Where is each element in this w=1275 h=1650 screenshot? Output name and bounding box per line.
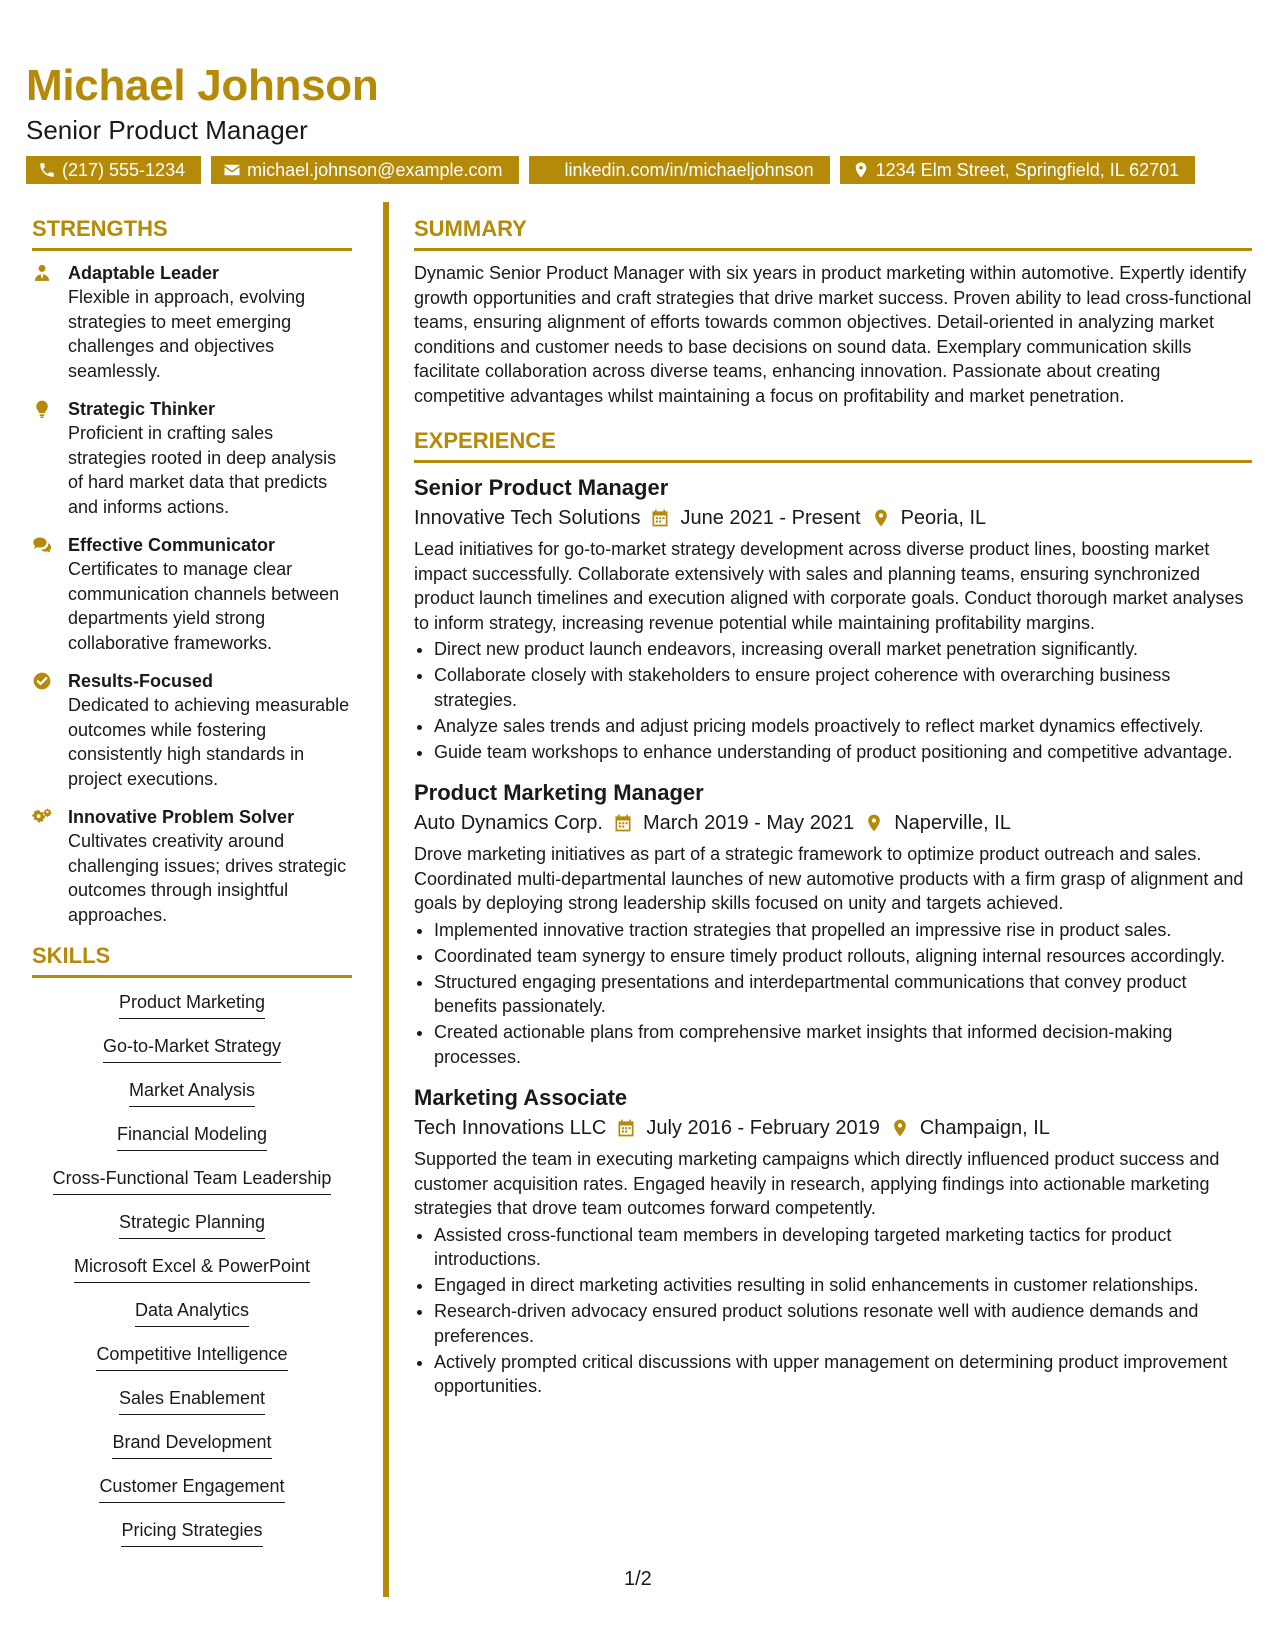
list-item: • Implemented innovative traction strategies that propelled an impressive rise in product sales. bbox=[434, 918, 1252, 943]
contact-address[interactable] bbox=[840, 156, 1196, 184]
summary-text: Dynamic Senior Product Manager with six years in product marketing within automotive. Expertly identify growth opportunities and craft strategies that drive market success. Proven ability to lead cross-functional teams, ensuring alignment of efforts towards common objectives. Detail-oriented in analyzing market conditions and customer needs to base decisions on sound data. Exemplary communication skills facilitate collaboration across diverse teams, enhancing innovation. Passionate about creating competitive advantages whilst maintaining a focus on profitability and market penetration. bbox=[414, 263, 1252, 406]
job-company: Tech Innovations LLC bbox=[414, 1117, 607, 1139]
skill-tag: Pricing Strategies bbox=[121, 1518, 262, 1547]
phone-text: (217) 555-1234 bbox=[62, 160, 186, 180]
job-bullets bbox=[414, 918, 1252, 1070]
email-text: michael.johnson@example.com bbox=[247, 160, 503, 180]
phone-icon bbox=[38, 161, 56, 179]
strengths-heading: STRENGTHS bbox=[32, 214, 352, 251]
skill-tag: Brand Development bbox=[112, 1430, 271, 1459]
job-dates: March 2019 - May 2021 bbox=[642, 812, 855, 834]
map-marker-icon bbox=[864, 813, 884, 833]
strength-desc: Flexible in approach, evolving strategies to meet emerging challenges and objectives seamlessly. bbox=[68, 287, 306, 381]
contact-linkedin[interactable] bbox=[529, 156, 830, 184]
job-title: Marketing Associate bbox=[414, 1085, 628, 1110]
envelope-icon bbox=[223, 161, 241, 179]
strength-title: Adaptable Leader bbox=[68, 263, 220, 283]
strength-item bbox=[32, 533, 352, 655]
strength-desc: Dedicated to achieving measurable outcomes while fostering consistently high standards in project executions. bbox=[68, 695, 350, 789]
candidate-role: Senior Product Manager bbox=[26, 115, 308, 145]
calendar-icon bbox=[650, 508, 670, 528]
job-company: Innovative Tech Solutions bbox=[414, 507, 641, 529]
job-bullets bbox=[414, 637, 1252, 764]
strength-desc: Cultivates creativity around challenging issues; drives strategic outcomes through insightful approaches. bbox=[68, 831, 347, 925]
contact-email[interactable] bbox=[211, 156, 518, 184]
strength-title: Innovative Problem Solver bbox=[68, 807, 295, 827]
experience-heading: EXPERIENCE bbox=[414, 426, 1252, 463]
strength-desc: Proficient in crafting sales strategies rooted in deep analysis of hard market data that predicts and informs actions. bbox=[68, 423, 337, 517]
skill-tag: Market Analysis bbox=[129, 1078, 255, 1107]
list-item: • Guide team workshops to enhance understanding of product positioning and competitive advantage. bbox=[434, 740, 1252, 765]
strength-item bbox=[32, 261, 352, 383]
skill-tag: Go-to-Market Strategy bbox=[103, 1034, 281, 1063]
strength-item bbox=[32, 397, 352, 519]
job-entry bbox=[414, 1083, 1252, 1399]
user-tie-icon bbox=[32, 263, 52, 283]
contact-bar bbox=[26, 156, 1246, 184]
job-title: Product Marketing Manager bbox=[414, 780, 704, 805]
list-item: • Analyze sales trends and adjust pricing models proactively to reflect market dynamics effectively. bbox=[434, 714, 1252, 739]
job-description: Drove marketing initiatives as part of a strategic framework to optimize product outreach and sales. Coordinated multi-departmental launches of new automotive products with a firm grasp of alignment and goals by deploying strong leadership skills focused on unity and targets achieved. bbox=[414, 844, 1244, 913]
map-marker-icon bbox=[890, 1118, 910, 1138]
comments-icon bbox=[32, 535, 52, 555]
job-company: Auto Dynamics Corp. bbox=[414, 812, 603, 834]
list-item: • Engaged in direct marketing activities resulting in solid enhancements in customer relationships. bbox=[434, 1273, 1252, 1298]
job-meta bbox=[414, 808, 1252, 838]
list-item: • Collaborate closely with stakeholders to ensure project coherence with overarching business strategies. bbox=[434, 663, 1252, 712]
list-item: • Direct new product launch endeavors, increasing overall market penetration significantly. bbox=[434, 637, 1252, 662]
job-entry bbox=[414, 778, 1252, 1069]
lightbulb-icon bbox=[32, 399, 52, 419]
page-number: 1/2 bbox=[624, 1568, 652, 1590]
left-column bbox=[32, 214, 352, 1562]
contact-phone[interactable] bbox=[26, 156, 201, 184]
skill-tag: Customer Engagement bbox=[99, 1474, 284, 1503]
skill-tag: Financial Modeling bbox=[117, 1122, 267, 1151]
skill-tag: Microsoft Excel & PowerPoint bbox=[74, 1254, 310, 1283]
skills-list bbox=[32, 990, 352, 1562]
list-item: • Assisted cross-functional team members in developing targeted marketing tactics for product introductions. bbox=[434, 1223, 1252, 1272]
skill-tag: Product Marketing bbox=[119, 990, 265, 1019]
job-entry bbox=[414, 473, 1252, 764]
address-text: 1234 Elm Street, Springfield, IL 62701 bbox=[875, 160, 1180, 180]
gears-icon bbox=[32, 807, 52, 827]
strength-title: Strategic Thinker bbox=[68, 399, 216, 419]
list-item: • Created actionable plans from comprehensive market insights that informed decision-making processes. bbox=[434, 1020, 1252, 1069]
linkedin-icon bbox=[541, 161, 559, 179]
job-location: Naperville, IL bbox=[894, 812, 1011, 834]
linkedin-text: linkedin.com/in/michaeljohnson bbox=[564, 160, 814, 180]
skill-tag: Sales Enablement bbox=[119, 1386, 265, 1415]
job-meta bbox=[414, 1113, 1252, 1143]
right-column bbox=[414, 214, 1252, 1413]
skill-tag: Data Analytics bbox=[135, 1298, 249, 1327]
resume-header bbox=[26, 60, 1246, 184]
job-dates: June 2021 - Present bbox=[680, 507, 861, 529]
map-marker-icon bbox=[871, 508, 891, 528]
job-description: Lead initiatives for go-to-market strategy development across diverse product lines, boosting market impact successfully. Collaborate extensively with sales and planning teams, ensuring synchronized product launch timelines and execution aligned with corporate goals. Conduct thorough market analyses to inform strategy, increasing revenue potential while maintaining profitability margins. bbox=[414, 539, 1244, 633]
strength-desc: Certificates to manage clear communication channels between departments yield strong collaborative frameworks. bbox=[68, 559, 340, 653]
job-location: Champaign, IL bbox=[919, 1117, 1050, 1139]
strength-item bbox=[32, 805, 352, 927]
job-meta bbox=[414, 503, 1252, 533]
column-divider bbox=[383, 202, 389, 1597]
job-bullets bbox=[414, 1223, 1252, 1399]
strength-item bbox=[32, 669, 352, 791]
list-item: • Structured engaging presentations and interdepartmental communications that convey product benefits passionately. bbox=[434, 970, 1252, 1019]
calendar-icon bbox=[613, 813, 633, 833]
skills-heading: SKILLS bbox=[32, 941, 352, 978]
skill-tag: Strategic Planning bbox=[119, 1210, 265, 1239]
strength-title: Effective Communicator bbox=[68, 535, 276, 555]
list-item: • Actively prompted critical discussions with upper management on determining product improvement opportunities. bbox=[434, 1350, 1252, 1399]
strength-title: Results-Focused bbox=[68, 671, 214, 691]
job-dates: July 2016 - February 2019 bbox=[646, 1117, 880, 1139]
calendar-icon bbox=[616, 1118, 636, 1138]
candidate-name: Michael Johnson bbox=[26, 61, 379, 110]
list-item: • Coordinated team synergy to ensure timely product rollouts, aligning internal resources accordingly. bbox=[434, 944, 1252, 969]
skill-tag: Competitive Intelligence bbox=[96, 1342, 287, 1371]
check-circle-icon bbox=[32, 671, 52, 691]
map-marker-icon bbox=[852, 161, 870, 179]
job-description: Supported the team in executing marketing campaigns which directly influenced product success and customer acquisition rates. Engaged heavily in research, applying findings into actionable marketing strategies that drove team outcomes forward competently. bbox=[414, 1149, 1220, 1218]
job-title: Senior Product Manager bbox=[414, 475, 669, 500]
skill-tag: Cross-Functional Team Leadership bbox=[53, 1166, 332, 1195]
list-item: • Research-driven advocacy ensured product solutions resonate well with audience demands and preferences. bbox=[434, 1299, 1252, 1348]
summary-heading: SUMMARY bbox=[414, 214, 1252, 251]
job-location: Peoria, IL bbox=[900, 507, 987, 529]
